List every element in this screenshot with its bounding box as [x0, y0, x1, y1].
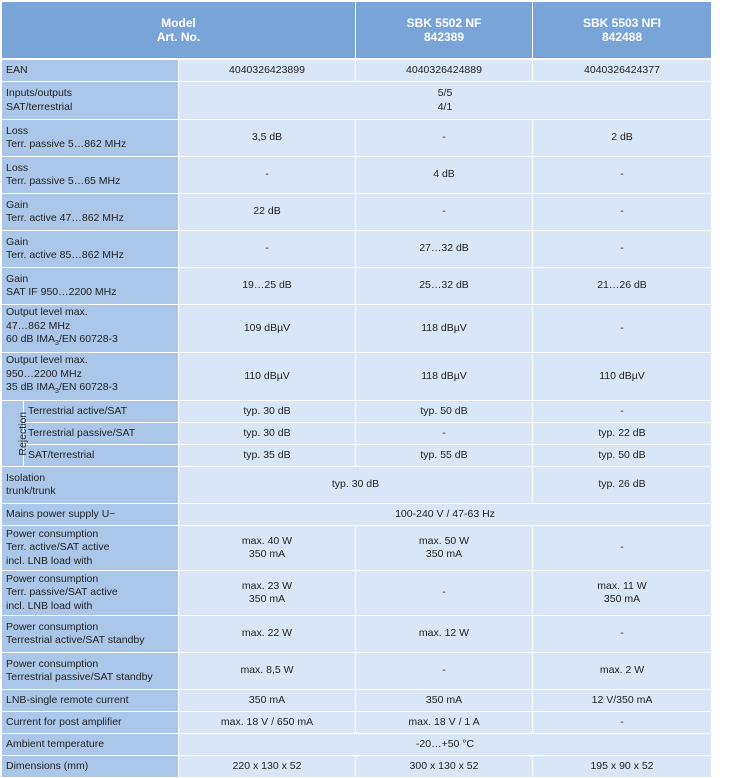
- cell-value: typ. 30 dB: [179, 423, 356, 445]
- cell-value: 110 dBµV: [179, 353, 356, 401]
- label-line: Output level max.: [6, 306, 88, 319]
- cell-value: max. 18 V / 650 mA: [179, 712, 356, 734]
- cell-value: -: [179, 231, 356, 268]
- cell-value: -: [533, 305, 712, 353]
- header-sbk5502: [356, 2, 533, 59]
- row-lnb: [2, 690, 712, 712]
- cell-value: -: [533, 157, 712, 194]
- row-post-amplifier: [2, 712, 712, 734]
- model-name: SBK 5502 NF: [406, 16, 482, 30]
- cell-value: 25…32 dB: [356, 268, 533, 305]
- cell-value: 4 dB: [356, 157, 533, 194]
- cell-value: -: [533, 231, 712, 268]
- row-label: Ambient temperature: [2, 734, 179, 756]
- row-mains: [2, 504, 712, 526]
- cell-value: -: [356, 653, 533, 690]
- row-dimensions: [2, 756, 712, 778]
- cell-value: 350 mA: [356, 690, 533, 712]
- cell-value: 2 dB: [533, 120, 712, 157]
- row-output-sat: [2, 353, 712, 401]
- cell-value: 100-240 V / 47-63 Hz: [179, 504, 712, 526]
- article-number: 842389: [423, 30, 465, 44]
- row-output-terr: [2, 305, 712, 353]
- cell-value: max. 23 W 350 mA: [179, 571, 356, 616]
- cell-value: max. 12 W: [356, 616, 533, 653]
- row-loss-862: [2, 120, 712, 157]
- cell-value: 3,5 dB: [179, 120, 356, 157]
- cell-value: -: [533, 616, 712, 653]
- spec-table: [1, 1, 756, 59]
- rejection-group-label: [2, 401, 30, 467]
- row-label: LNB-single remote current: [2, 690, 179, 712]
- cell-value: 4040326424377: [533, 60, 712, 82]
- row-label: Terrestrial passive/SAT: [24, 423, 179, 445]
- cell-value: max. 2 W: [533, 653, 712, 690]
- label-line: 60 dB IMA: [6, 333, 56, 346]
- spec-body: [1, 59, 712, 778]
- label-line: 47…862 MHz: [6, 319, 71, 332]
- cell-value: 118 dBµV: [356, 353, 533, 401]
- model-name: SBK 5503 NFI: [582, 16, 662, 30]
- cell-value: typ. 55 dB: [356, 445, 533, 467]
- label-line: 950…2200 MHz: [6, 367, 82, 380]
- row-label: Current for post amplifier: [2, 712, 179, 734]
- article-number: 842488: [601, 30, 643, 44]
- cell-value: 110 dBµV: [533, 353, 712, 401]
- cell-value: -: [356, 194, 533, 231]
- row-loss-65: [2, 157, 712, 194]
- row-label: Loss Terr. passive 5…65 MHz: [2, 157, 179, 194]
- cell-value: -20…+50 °C: [179, 734, 712, 756]
- cell-value: -: [356, 423, 533, 445]
- row-rejection-2: [2, 423, 712, 445]
- label-line: /EN 60728-3: [58, 333, 118, 346]
- row-label: Power consumption Terrestrial active/SAT standby: [2, 616, 179, 653]
- cell-value: 27…32 dB: [356, 231, 533, 268]
- cell-value: -: [533, 401, 712, 423]
- cell-value: 300 x 130 x 52: [356, 756, 533, 778]
- row-label: [2, 353, 179, 401]
- cell-value: typ. 30 dB: [179, 401, 356, 423]
- cell-value: 5/5 4/1: [179, 82, 712, 120]
- subscript: 3: [55, 340, 59, 348]
- header-artno-label: Art. No.: [156, 30, 201, 44]
- label-line: /EN 60728-3: [58, 381, 118, 394]
- label-line: Output level max.: [6, 354, 88, 367]
- row-temperature: [2, 734, 712, 756]
- cell-value: 19…25 dB: [179, 268, 356, 305]
- row-gain-47: [2, 194, 712, 231]
- row-label: Inputs/outputs SAT/terrestrial: [2, 82, 179, 120]
- row-power-1: [2, 526, 712, 571]
- cell-value: 4040326423899: [179, 60, 356, 82]
- header-row: [2, 2, 712, 59]
- cell-value: 195 x 90 x 52: [533, 756, 712, 778]
- cell-value: -: [533, 526, 712, 571]
- cell-value: 22 dB: [179, 194, 356, 231]
- cell-value: 109 dBµV: [179, 305, 356, 353]
- row-gain-sat: [2, 268, 712, 305]
- cell-value: 4040326424889: [356, 60, 533, 82]
- row-label: Terrestrial active/SAT: [24, 401, 179, 423]
- cell-value: -: [356, 571, 533, 616]
- row-rejection-1: [2, 401, 712, 423]
- cell-value: typ. 50 dB: [356, 401, 533, 423]
- row-label: SAT/terrestrial: [24, 445, 179, 467]
- row-ean: [2, 60, 712, 82]
- row-label: Gain Terr. active 85…862 MHz: [2, 231, 179, 268]
- cell-value: 220 x 130 x 52: [179, 756, 356, 778]
- row-label: Dimensions (mm): [2, 756, 179, 778]
- cell-value: -: [533, 194, 712, 231]
- row-power-2: [2, 571, 712, 616]
- label-line: 35 dB IMA: [6, 381, 56, 394]
- row-rejection-3: [2, 445, 712, 467]
- cell-value: max. 8,5 W: [179, 653, 356, 690]
- row-power-4: [2, 653, 712, 690]
- row-label: Loss Terr. passive 5…862 MHz: [2, 120, 179, 157]
- cell-value: 21…26 dB: [533, 268, 712, 305]
- header-model-label: Model: [161, 16, 196, 30]
- row-label: Isolation trunk/trunk: [2, 467, 179, 504]
- article-number: 842437: [716, 44, 756, 58]
- cell-value: 118 dBµV: [356, 305, 533, 353]
- cell-value: typ. 22 dB: [533, 423, 712, 445]
- cell-value: max. 22 W: [179, 616, 356, 653]
- cell-value: 350 mA: [179, 690, 356, 712]
- subscript: 3: [55, 388, 59, 396]
- cell-value: -: [179, 157, 356, 194]
- row-label: Gain Terr. active 47…862 MHz: [2, 194, 179, 231]
- row-label: Power consumption Terr. active/SAT active incl. LNB load with: [2, 526, 179, 571]
- cell-value: max. 11 W 350 mA: [533, 571, 712, 616]
- cell-value: -: [356, 120, 533, 157]
- row-label: Mains power supply U~: [2, 504, 179, 526]
- row-label: EAN: [2, 60, 179, 82]
- header-sbk5503: [533, 2, 712, 59]
- cell-value: max. 40 W 350 mA: [179, 526, 356, 571]
- cell-value: 12 V/350 mA: [533, 690, 712, 712]
- row-label: Gain SAT IF 950…2200 MHz: [2, 268, 179, 305]
- row-isolation: [2, 467, 712, 504]
- row-inputs-outputs: [2, 82, 712, 120]
- row-power-3: [2, 616, 712, 653]
- model-name: SBK 5501 NFI: [716, 2, 743, 44]
- rejection-label: Rejection: [17, 411, 30, 456]
- cell-value: typ. 35 dB: [179, 445, 356, 467]
- cell-value: typ. 30 dB: [179, 467, 533, 504]
- header-model: [2, 2, 356, 59]
- cell-value: max. 50 W 350 mA: [356, 526, 533, 571]
- row-label: [2, 305, 179, 353]
- cell-value: max. 18 V / 1 A: [356, 712, 533, 734]
- cell-value: typ. 50 dB: [533, 445, 712, 467]
- row-label: Power consumption Terrestrial passive/SAT standby: [2, 653, 179, 690]
- row-gain-85: [2, 231, 712, 268]
- cell-value: typ. 26 dB: [533, 467, 712, 504]
- row-label: Power consumption Terr. passive/SAT active incl. LNB load with: [2, 571, 179, 616]
- cell-value: -: [533, 712, 712, 734]
